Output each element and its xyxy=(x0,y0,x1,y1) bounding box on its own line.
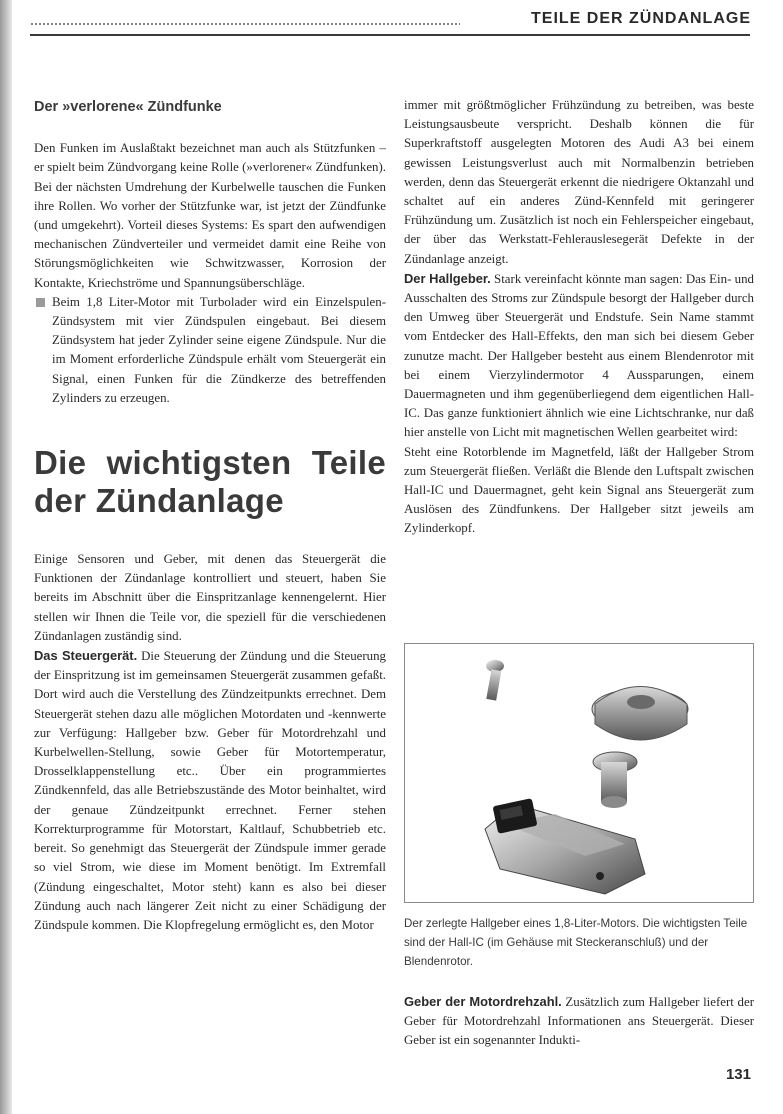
figure-caption: Der zerlegte Hallgeber eines 1,8-Liter-Motors. Die wichtigsten Teile sind der Hall-IC (im Gehäuse mit Steckeranschluß) und der Blendenrotor. xyxy=(404,917,748,969)
right-column-bottom xyxy=(404,992,754,1051)
paragraph: immer mit größtmöglicher Frühzündung zu betreiben, was beste Leistungsausbeute verspricht. Deshalb können die für Superkraftstoff ausgelegten Motoren des Audi A3 bei einem gewissen Leistungsverlust auch mit Normalbenzin betrieben werden, denn das Steuergerät erkennt die niedrigere Oktanzahl und schaltet auf ein anderes Zünd-Kennfeld mit geringerer Frühzündung um. Zusätzlich ist noch ein Fehlerspeicher eingebaut, der über das Werkstatt-Fehlerauslesegerät Defekte in der Zündanlage anzeigt. xyxy=(404,98,754,266)
paragraph: Steht eine Rotorblende im Magnetfeld, läßt der Hallgeber Strom zum Steuergerät fließen. Verläßt die Blende den Luftspalt zwischen Hall-IC und Dauermagnet, geht kein Signal ans Steuergerät zum Auslösen des Zündfunkens. Der Hallgeber sitzt jeweils am Zylinderkopf. xyxy=(404,444,754,536)
run-in-label: Geber der Motordrehzahl. xyxy=(404,994,562,1009)
paragraph xyxy=(404,992,754,1051)
rotor-part xyxy=(592,687,688,741)
page-binding-edge xyxy=(0,0,12,1114)
hall-ic-housing xyxy=(485,798,645,894)
paragraph-text: Zusätzlich zum Hallgeber liefert der Geber für Motordrehzahl Informationen ans Steuergerät. Dieser Geber ist ein sogenannter Indukti- xyxy=(404,995,754,1048)
screw-part xyxy=(486,660,504,701)
paragraph: Den Funken im Auslaßtakt bezeichnet man auch als Stützfunken – er spielt beim Zündvorgang keine Rolle (»verlorener« Zündfunken). Bei der nächsten Umdrehung der Kurbelwelle tauschen die Funken ihre Rollen. Wo vorher der Stützfunke war, ist jetzt der Zündfunke (und umgekehrt). Vorteil dieses Systems: Es spart den aufwendigen mechanischen Zündverteiler und vermeidet damit eine Reihe von Störungsmöglichkeiten wie Schwitzwasser, Korrosion der Kontakte, Kriechströme und Spannungsüberschläge. xyxy=(34,141,386,290)
paragraph xyxy=(404,269,754,443)
bullet-square-icon xyxy=(36,298,45,307)
bullet-item xyxy=(34,293,386,408)
page-number: 131 xyxy=(725,1066,751,1083)
run-in-label: Der Hallgeber. xyxy=(404,270,491,286)
section-heading: Der »verlorene« Zündfunke xyxy=(34,99,222,115)
paragraph-text: Stark vereinfacht könnte man sagen: Das Ein- und Ausschalten des Stroms zur Zündspule besorgt der Hallgeber durch den Umweg über Steuergerät und Endstufe. Sein Name stammt vom Entdecker des Hall-Effekts, den man sich bei diesem Geber zunutze macht. Der Hallgeber besteht aus einem Blendenrotor mit bei einem Vierzylindermotor 4 Aussparungen, einem Dauermagneten und ihm gegenüberliegend dem eigentlichen Hall-IC. Das ganze funktioniert ähnlich wie eine Lichtschranke, nur daß hier anstelle von Licht mit magnetischen Wellen gearbeitet wird: xyxy=(404,271,754,440)
bullet-text: Beim 1,8 Liter-Motor mit Turbolader wird ein Einzelspulen-Zündsystem mit vier Zündspulen eingebaut. Bei diesem Zündsystem hat jeder Zylinder seine eigene Zündspule. Nur die im Moment erforderliche Zündspule erhält vom Steuergerät ein Signal, einen Funken für die Zündkerze des betreffenden Zylinders zu erzeugen. xyxy=(52,294,386,405)
left-column xyxy=(34,96,386,935)
paragraph xyxy=(34,646,386,935)
run-in-label: Das Steuergerät. xyxy=(34,648,138,664)
chapter-heading: Die wichtigsten Teile der Zündanlage xyxy=(34,444,386,520)
magnet-part xyxy=(593,752,637,808)
hallgeber-illustration xyxy=(405,644,753,902)
running-head: TEILE DER ZÜNDANLAGE xyxy=(531,10,751,27)
right-column xyxy=(404,96,754,539)
hallgeber-photo xyxy=(404,643,754,903)
header-dot-pattern xyxy=(30,22,460,26)
paragraph-text: Die Steuerung der Zündung und die Steuerung der Einspritzung ist im gemeinsamen Steuergerät zusammen gefaßt. Dort wird auch die Verstellung des Zündzeitpunkts errechnet. Dem Steuergerät stehen dazu alle möglichen Motordaten und -kennwerte zur Verfügung: Hallgeber bzw. Geber für Motordrehzahl und Kurbelwellen-Stellung, sowie Geber für Motortemperatur, Drosselklappenstellung etc.. Über ein programmiertes Zündkennfeld, das alle Betriebszustände des Motor beinhaltet, wird der genaue Zündzeitpunkt errechnet. Ferner stehen Korrekturprogramme für Motorstart, Kaltlauf, Schubbetrieb etc. bereit. So genehmigt das Steuergerät der Zündspule immer gerade so viel Strom, wie diese im Moment benötigt. Im Extremfall (Zündung eingeschaltet, Motor steht) kann es also bei dieser Zündung auch nach längerer Zeit nicht zu einer Schädigung der Zündspule kommen. Die Klopfregelung ermöglicht es, den Motor xyxy=(34,649,386,932)
paragraph: Einige Sensoren und Geber, mit denen das Steuergerät die Funktionen der Zündanlage kontrolliert und steuert, haben Sie bereits im Abschnitt über die Einspritzanlage kennengelernt. Hier stellen wir Ihnen die Teile vor, die speziell für die verschiedenen Zündanlagen zuständig sind. xyxy=(34,552,386,643)
